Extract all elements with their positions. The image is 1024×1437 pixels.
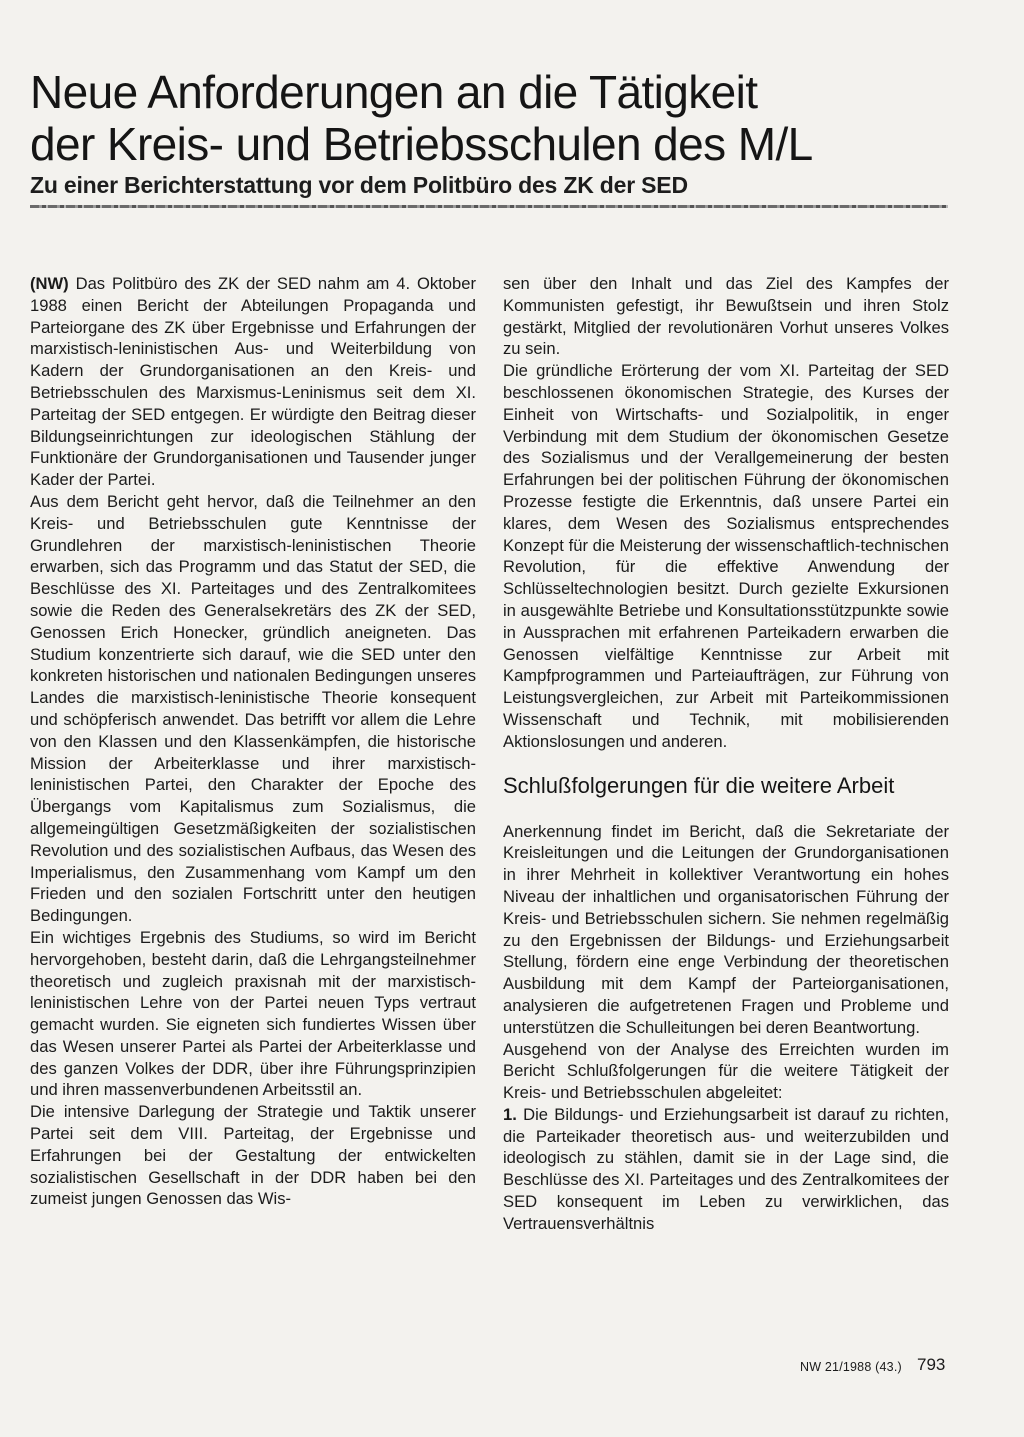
text-column-right [503, 273, 949, 1235]
paragraph: Die intensive Darlegung der Strategie und Taktik unserer Partei seit dem VIII. Parteitag, der Ergebnisse und Erfahrungen bei der Gestaltung der entwickelten sozialistischen Gesellschaft in der DDR haben bei den zumeist jungen Genossen das Wis- [30, 1102, 476, 1209]
title-line-2: der Kreis- und Betriebsschulen des M/L [30, 118, 813, 170]
source-tag: (NW) [30, 274, 69, 293]
title-rule-divider [30, 205, 948, 208]
section-heading: Schlußfolgerungen für die weitere Arbeit [503, 772, 895, 798]
paragraph: Die gründliche Erörterung der vom XI. Parteitag der SED beschlossenen ökonomischen Strategie, des Kurses der Einheit von Wirtschafts- und Sozialpolitik, in enger Verbindung mit dem Studium der ökonomischen Gesetze des Sozialismus und der Verallgemeinerung der besten Erfahrungen bei der politischen Führung der ökonomischen Prozesse festigte die Erkenntnis, daß unsere Partei ein klares, dem Wesen des Sozialismus entsprechendes Konzept für die Meisterung der wissenschaftlich-technischen Revolution, für die effektive Anwendung der Schlüsseltechnologien besitzt. Durch gezielte Exkursionen in ausgewählte Betriebe und Konsultationsstützpunkte sowie in Aussprachen mit erfahrenen Parteikadern erwarben die Genossen vielfältige Kenntnisse zur Arbeit mit Kampfprogrammen und Parteiaufträgen, zur Führung von Leistungsvergleichen, zur Arbeit mit Parteikommissionen Wissenschaft und Technik, mit mobilisierenden Aktionslosungen und anderen. [503, 361, 949, 751]
text-column-left [30, 273, 476, 1210]
issue-reference: NW 21/1988 (43.) [800, 1360, 902, 1374]
paragraph: sen über den Inhalt und das Ziel des Kampfes der Kommunisten gefestigt, ihr Bewußtsein und ihren Stolz gestärkt, Mitglied der revolutionären Vorhut unseres Volkes zu sein. [503, 274, 949, 359]
paragraph: Ein wichtiges Ergebnis des Studiums, so wird im Bericht hervorgehoben, besteht darin, daß die Lehrgangsteilnehmer theoretisch und zugleich praxisnah mit der marxistisch-leninistischen Lehre von der Partei neuen Typs vertraut gemacht wurden. Sie eigneten sich fundiertes Wissen über das Wesen unserer Partei als Partei der Arbeiterklasse und des ganzen Volkes der DDR, über ihre Führungsprinzipien und ihren massenverbundenen Arbeitsstil an. [30, 927, 476, 1100]
article-title [30, 66, 970, 170]
list-number: 1. [503, 1104, 517, 1124]
title-line-1: Neue Anforderungen an die Tätigkeit [30, 66, 758, 118]
paragraph-text: Das Politbüro des ZK der SED nahm am 4. Oktober 1988 einen Bericht der Abteilungen Propaganda und Parteiorgane des ZK über Ergebnisse und Erfahrungen der marxistisch-leninistischen Aus- und Weiterbildung von Kadern der Grundorganisationen an den Kreis- und Betriebsschulen des Marxismus-Leninismus seit dem XI. Parteitag der SED entgegen. Er würdigte den Beitrag dieser Bildungseinrichtungen zur ideologischen Stählung der Funktionäre der Grundorganisationen und Tausender junger Kader der Partei. [30, 274, 476, 490]
paragraph [503, 1104, 949, 1235]
page-number: 793 [917, 1355, 946, 1374]
paragraph: Ausgehend von der Analyse des Erreichten wurden im Bericht Schlußfolgerungen für die weitere Tätigkeit der Kreis- und Betriebsschulen abgeleitet: [503, 1039, 949, 1103]
paragraph: Aus dem Bericht geht hervor, daß die Teilnehmer an den Kreis- und Betriebsschulen gute Kenntnisse der Grundlehren der marxistisch-leninistischen Theorie erwarben, sich das Programm und das Statut der SED, die Beschlüsse des XI. Parteitages und des Zentralkomitees sowie die Reden des Generalsekretärs des ZK der SED, Genossen Erich Honecker, gründlich aneigneten. Das Studium konzentrierte sich darauf, wie die SED unter den konkreten historischen und nationalen Bedingungen unseres Landes die marxistisch-leninistische Theorie konsequent und schöpferisch anwendet. Das betrifft vor allem die Lehre von den Klassen und den Klassenkämpfen, die historische Mission der Arbeiterklasse und ihrer marxistisch-leninistischen Partei, den Charakter der Epoche des Übergangs vom Kapitalismus zum Sozialismus, die allgemeingültigen Gesetzmäßigkeiten der sozialistischen Revolution und des sozialistischen Aufbaus, das Wesen des Imperialismus, den Zusammenhang vom Kampf um den Frieden und den sozialen Fortschritt unter den heutigen Bedingungen. [30, 491, 476, 926]
paragraph: Anerkennung findet im Bericht, daß die Sekretariate der Kreisleitungen und die Leitungen der Grundorganisationen in ihrer Mehrheit in kollektiver Verantwortung ein hohes Niveau der inhaltlichen und organisatorischen Führung der Kreis- und Betriebsschulen sichern. Sie nehmen regelmäßig zu den Ergebnissen der Bildungs- und Erziehungsarbeit Stellung, fördern eine enge Verbindung der theoretischen Ausbildung mit dem Kampf der Parteiorganisationen, analysieren die aufgetretenen Fragen und Probleme und unterstützen die Schulleitungen bei deren Beantwortung. [503, 821, 949, 1037]
paragraph [30, 273, 476, 491]
paragraph-text: Die Bildungs- und Erziehungsarbeit ist darauf zu richten, die Parteikader theoretisch aus- und weiterzubilden und ideologisch zu stählen, damit sie in der Lage sind, die Beschlüsse des XI. Parteitages und des Zentralkomitees der SED konsequent im Leben zu verwirklichen, das Vertrauensverhältnis [503, 1104, 949, 1233]
article-subtitle: Zu einer Berichterstattung vor dem Politbüro des ZK der SED [30, 172, 688, 198]
